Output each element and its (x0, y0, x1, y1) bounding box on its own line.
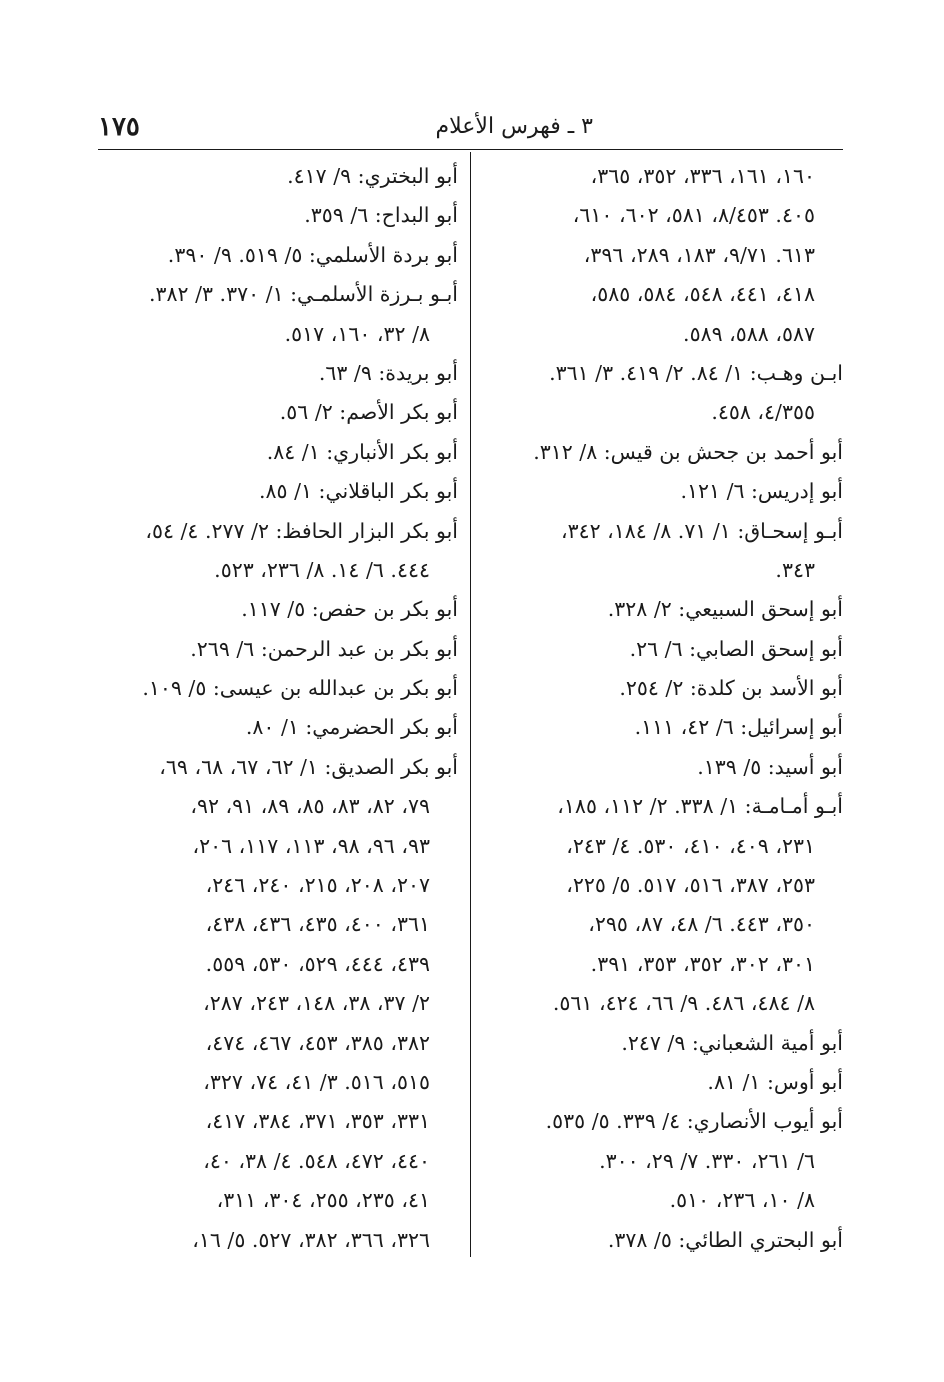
index-entry-continuation: ٤١٨، ٤٤١، ٥٤٨، ٥٨٤، ٥٨٥، (590, 282, 815, 307)
index-entry-continuation: ٨/ ٣٢، ١٦٠، ٥١٧. (284, 321, 430, 346)
index-entry-continuation: ٩٣، ٩٦، ٩٨، ١١٣، ١١٧، ٢٠٦، (192, 833, 430, 858)
index-entry-continuation: ٣٨٢، ٣٨٥، ٤٥٣، ٤٦٧، ٤٧٤، (205, 1030, 430, 1055)
header-rule (98, 149, 843, 150)
index-entry-continuation: ٤١، ٢٣٥، ٢٥٥، ٣٠٤، ٣١١، (216, 1188, 430, 1213)
index-entry-continuation: ٦١٣. ٩/٧١، ١٨٣، ٢٨٩، ٣٩٦، (583, 242, 815, 267)
page-number: ١٧٥ (98, 112, 140, 142)
index-entry: أبو البختري: ٩/ ٤١٧. (287, 164, 458, 188)
index-entry-continuation: ٥٨٧، ٥٨٨، ٥٨٩. (683, 321, 815, 346)
index-entry-continuation: ٢/ ٣٧، ٣٨، ١٤٨، ٢٤٣، ٢٨٧، (203, 991, 430, 1016)
index-entry: أبو بكر الصديق: ١/ ٦٢، ٦٧، ٦٨، ٦٩، (159, 754, 458, 779)
index-entry: أبـو إسحـاق: ١/ ٧١. ٨/ ١٨٤، ٣٤٢، (560, 518, 843, 543)
index-entry: أبو البحتري الطائي: ٥/ ٣٧٨. (607, 1227, 843, 1252)
column-divider (470, 152, 471, 1257)
index-entry: أبو أحمد بن جحش بن قيس: ٨/ ٣١٢. (533, 439, 843, 464)
index-entry: أبو بريدة: ٩/ ٦٣. (318, 360, 458, 385)
index-entry: أبو بكر الأصم: ٢/ ٥٦. (279, 400, 458, 425)
index-entry: أبو بكر الأنباري: ١/ ٨٤. (266, 439, 458, 464)
index-entry-continuation: ٤٤٤. ٦/ ١٤. ٨/ ٢٣٦، ٥٢٣. (214, 557, 430, 582)
index-entry-continuation: ٣٥٠، ٤٤٣. ٦/ ٤٨، ٨٧، ٢٩٥، (588, 912, 815, 937)
index-entry: أبو إدريس: ٦/ ١٢١. (680, 479, 843, 504)
index-column-left (98, 157, 458, 1260)
index-entry: أبـو بـرزة الأسلمـي: ١/ ٣٧٠. ٣/ ٣٨٢. (149, 282, 458, 307)
index-entry-continuation: ٤٤٠، ٤٧٢، ٥٤٨. ٤/ ٣٨، ٤٠، (203, 1148, 430, 1173)
index-entry-continuation: ٣٤٣. (775, 557, 815, 582)
index-entry: أبو أسيد: ٥/ ١٣٩. (697, 754, 843, 779)
index-entry-continuation: ٣٢٦، ٣٦٦، ٣٨٢، ٥٢٧. ٥/ ١٦، (192, 1227, 430, 1252)
index-entry-continuation: ٨/ ٤٨٤، ٤٨٦. ٩/ ٦٦، ٤٢٤، ٥٦١. (552, 991, 815, 1016)
index-entry-continuation: ٤/٣٥٥، ٤٥٨. (711, 400, 815, 425)
index-entry: أبو أمية الشعباني: ٩/ ٢٤٧. (621, 1030, 843, 1055)
index-entry: أبو أوس: ١/ ٨١. (707, 1069, 843, 1094)
index-entry-continuation: ٤٠٥. ٨/٤٥٣، ٥٨١، ٦٠٢، ٦١٠، (572, 203, 815, 228)
index-entry: أبو بكر الحضرمي: ١/ ٨٠. (245, 715, 458, 740)
index-entry-continuation: ٥١٥، ٥١٦. ٣/ ٤١، ٧٤، ٣٢٧، (203, 1069, 430, 1094)
index-column-right (484, 157, 843, 1260)
index-entry-continuation: ٦/ ٢٦١، ٣٣٠. ٧/ ٢٩، ٣٠٠. (599, 1148, 815, 1173)
index-entry: أبو إسرائيل: ٦/ ٤٢، ١١١. (634, 715, 843, 740)
index-entry: ابـن وهـب: ١/ ٨٤. ٢/ ٤١٩. ٣/ ٣٦١. (549, 360, 843, 385)
index-entry: أبو إسحق الصابي: ٦/ ٢٦. (629, 636, 843, 661)
index-entry: أبو بردة الأسلمي: ٥/ ٥١٩. ٩/ ٣٩٠. (167, 242, 458, 267)
index-entry-continuation: ٤٣٩، ٤٤٤، ٥٢٩، ٥٣٠، ٥٥٩. (205, 951, 430, 976)
page-header (98, 108, 843, 148)
index-entry-continuation: ٣٠١، ٣٠٢، ٣٥٢، ٣٥٣، ٣٩١. (590, 951, 815, 976)
index-entry: أبو بكر البزار الحافظ: ٢/ ٢٧٧. ٤/ ٥٤، (145, 518, 458, 543)
index-entry-continuation: ٢٥٣، ٣٨٧، ٥١٦، ٥١٧. ٥/ ٢٢٥، (566, 873, 815, 898)
index-entry: أبو بكر الباقلاني: ١/ ٨٥. (259, 479, 458, 504)
index-entry-continuation: ٢٠٧، ٢٠٨، ٢١٥، ٢٤٠، ٢٤٦، (205, 873, 430, 898)
running-title: ٣ ـ فهرس الأعلام (435, 114, 593, 139)
index-entry: أبو بكر بن حفص: ٥/ ١١٧. (241, 597, 458, 622)
index-entry: أبو بكر بن عبد الرحمن: ٦/ ٢٦٩. (190, 636, 458, 661)
index-entry-continuation: ٧٩، ٨٢، ٨٣، ٨٥، ٨٩، ٩١، ٩٢، (190, 794, 430, 819)
index-entry-continuation: ٣٣١، ٣٥٣، ٣٧١، ٣٨٤، ٤١٧، (205, 1109, 430, 1134)
index-entry: أبو البداح: ٦/ ٣٥٩. (304, 203, 458, 228)
index-entry: أبو الأسد بن كلدة: ٢/ ٢٥٤. (619, 676, 843, 701)
index-entry-continuation: ٣٦١، ٤٠٠، ٤٣٥، ٤٣٦، ٤٣٨، (205, 912, 430, 937)
index-entry: أبو إسحق السبيعي: ٢/ ٣٢٨. (607, 597, 843, 622)
index-entry: أبو أيوب الأنصاري: ٤/ ٣٣٩. ٥/ ٥٣٥. (545, 1109, 843, 1134)
index-entry: أبـو أمـامـة: ١/ ٣٣٨. ٢/ ١١٢، ١٨٥، (557, 794, 843, 819)
index-entry-continuation: ٨/ ١٠، ٢٣٦، ٥١٠. (669, 1188, 815, 1213)
index-entry: أبو بكر بن عبدالله بن عيسى: ٥/ ١٠٩. (142, 676, 458, 701)
index-entry-continuation: ١٦٠، ١٦١، ٣٣٦، ٣٥٢، ٣٦٥، (590, 164, 815, 188)
index-entry-continuation: ٢٣١، ٤٠٩، ٤١٠، ٥٣٠. ٤/ ٢٤٣، (566, 833, 815, 858)
